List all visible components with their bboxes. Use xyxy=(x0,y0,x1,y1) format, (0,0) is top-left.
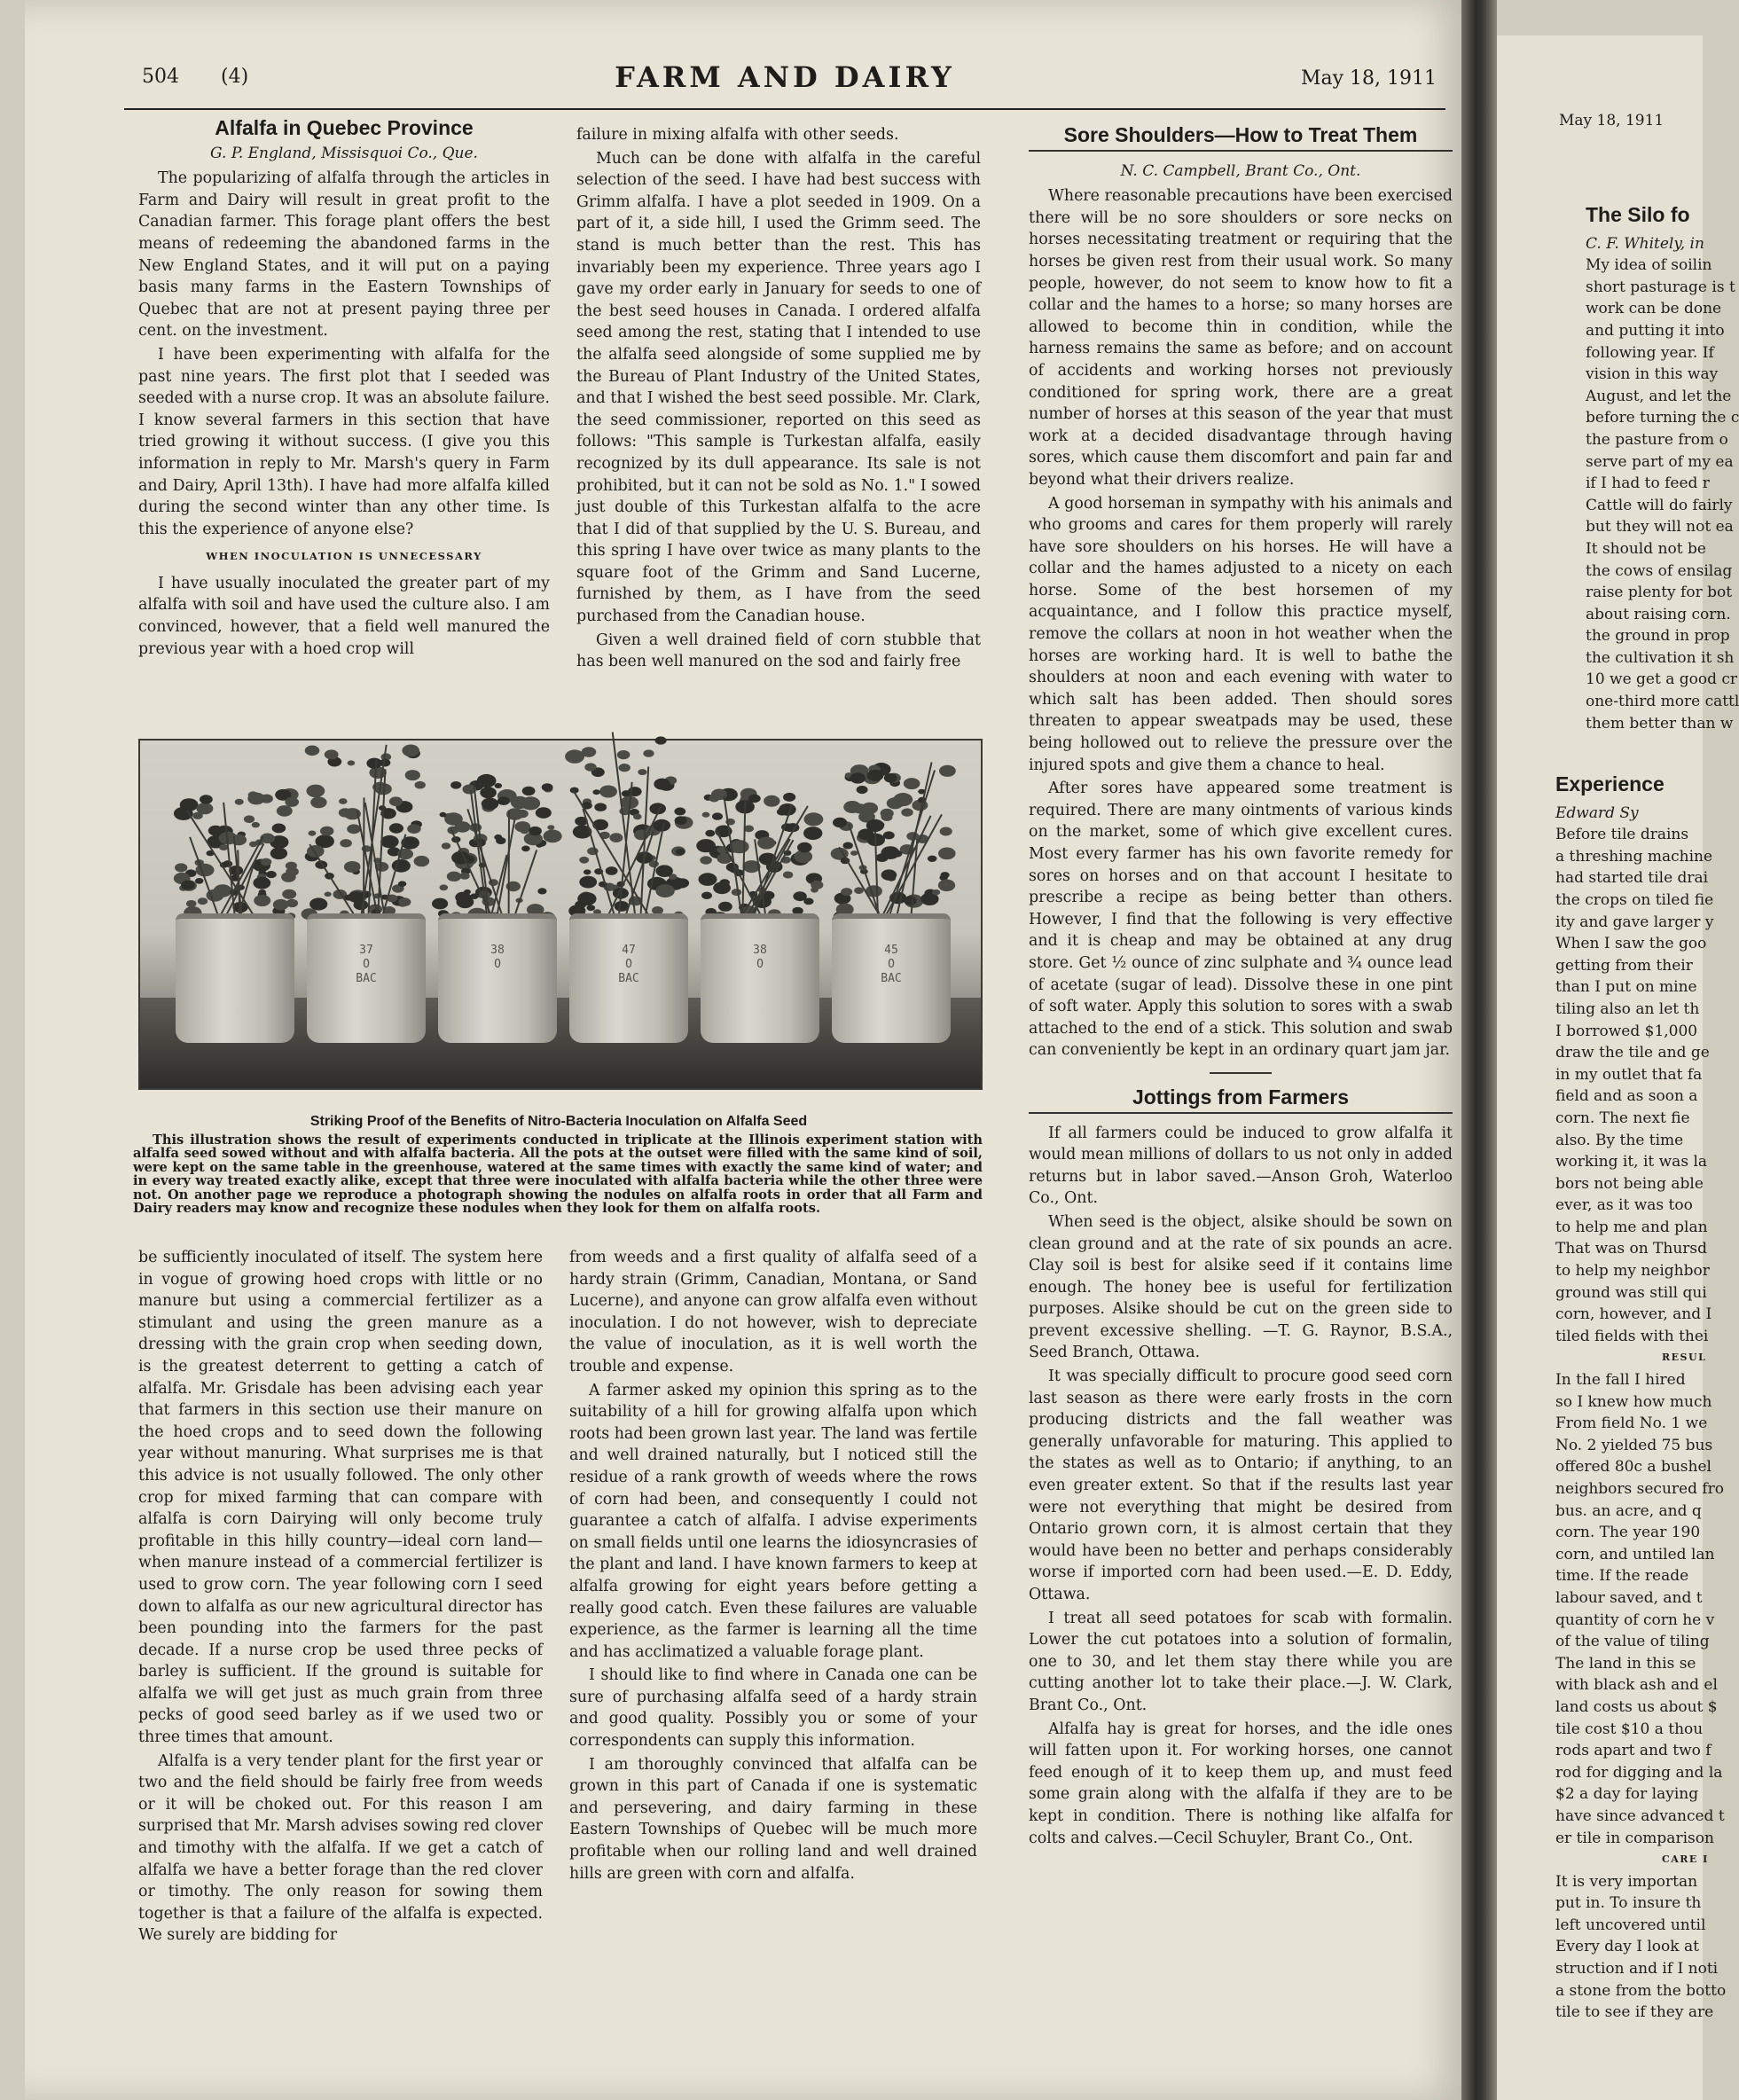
paragraph-group xyxy=(1029,1123,1453,1850)
facing-article-title: The Silo fo xyxy=(1586,203,1690,226)
text-line: to help my neighbor xyxy=(1555,1262,1710,1281)
article-title: Alfalfa in Quebec Province xyxy=(215,116,474,139)
paragraph: from weeds and a first quality of alfalfa seed of a hardy strain (Grimm, Canadian, Montana, or Sand Lucerne), and anyone can grow alfalfa even without inoculation. I do not however, wish to depreciate the value of inoculation, as it is well worth the trouble and expense. xyxy=(569,1249,977,1375)
text-line: of the value of tiling xyxy=(1555,1633,1710,1651)
text-line: corn, and untiled lan xyxy=(1555,1545,1715,1563)
paragraph: Given a well drained field of corn stubble that has been well manured on the sod and fairly free xyxy=(576,631,981,671)
text-line: the crops on tiled fie xyxy=(1555,890,1714,909)
paragraph: When seed is the object, alsike should be sown on clean ground and at the rate of six pounds an acre. Clay soil is best for alsike seed if it contains lime enough. The honey bee is useful for fertilization purposes. Alsike should be cut on the green side to prevent excessive shelling. —T. G. Raynor, B.S.A., Seed Branch, Ottawa. xyxy=(1029,1212,1453,1362)
paragraph: Much can be done with alfalfa in the careful selection of the seed. I have had best success with Grimm alfalfa. I have a plot seeded in 1909. On a part of it, a side hill, I used the Grimm seed. The stand is much better than the rest. This has invariably been my experience. Three years ago I gave my order early in January for seeds to one of the best seed houses in Canada. I ordered alfalfa seed among the rest, stating that I intended to use the alfalfa seed alongside of some supplied me by the Bureau of Plant Industry of the United States, and that I wished the best seed possible. Mr. Clark, the seed commissioner, reported on this seed as follows: "This sample is Turkestan alfalfa, easily recognized by its dull appearance. Its sale is not prohibited, but it can not be sold as No. 1." I sowed just double of this Turkestan alfalfa to the acre that I did of that supplied by the U. S. Bureau, and this spring I have over twice as many plants to the square foot of the Grimm and Sand Lucerne, furnished by them, as I have from the seed purchased from the Canadian house. xyxy=(576,149,981,626)
paragraph: be sufficiently inoculated of itself. The system here in vogue of growing hoed crops with little or no manure but using a commercial fertilizer as a stimulant and using the green manure as a dressing with the grain crop when seeding down, is the greatest deterrent to getting a catch of alfalfa. Mr. Grisdale has been advising each year that farmers in this section use their manure on the hoed crops and to seed down the following year without manuring. What surprises me is that this advice is not usually followed. The only other crop for mixed farming that can compare with alfalfa is corn Dairying will only become truly profitable in this hilly country—ideal corn land—when manure instead of a commercial fertilizer is used to grow corn. The year following corn I seed down to alfalfa as our new agricultural director has been pounding into the farmers for the past decade. If a nurse crop be used three pecks of barley is sufficient. If the ground is suitable for alfalfa we will get just as much grain from three pecks of good seed barley as if we used two or three times that amount. xyxy=(138,1249,543,1747)
text-line: also. By the time xyxy=(1555,1131,1684,1149)
text-line: The land in this se xyxy=(1555,1654,1696,1673)
culture-pot xyxy=(701,913,819,1043)
facing-page-date: May 18, 1911 xyxy=(1559,112,1665,129)
pot-label: 47 O BAC xyxy=(618,944,639,985)
text-line: CARE I xyxy=(1662,1853,1709,1866)
facing-page-bottom-text xyxy=(1555,761,1726,2024)
paragraph-group xyxy=(569,1247,977,1885)
text-line: That was on Thursd xyxy=(1555,1240,1708,1258)
pot-label: 37 O BAC xyxy=(356,944,377,985)
text-line: than I put on mine xyxy=(1555,978,1697,997)
text-line: I borrowed $1,000 xyxy=(1555,1022,1698,1040)
article-byline: G. P. England, Missisquoi Co., Que. xyxy=(210,144,478,162)
text-line: rods apart and two f xyxy=(1555,1742,1712,1760)
alfalfa-plant xyxy=(291,740,442,918)
alfalfa-plant xyxy=(816,758,967,918)
figure-caption-title: Striking Proof of the Benefits of Nitro-Bacteria Inoculation on Alfalfa Seed xyxy=(309,1114,808,1129)
text-line: My idea of soilin xyxy=(1586,256,1712,275)
alfalfa-plant xyxy=(553,732,704,918)
text-line: field and as soon a xyxy=(1555,1087,1698,1106)
text-line: When I saw the goo xyxy=(1555,935,1707,953)
text-line: vision in this way xyxy=(1586,365,1719,384)
text-line: RESUL xyxy=(1662,1352,1707,1364)
text-line: struction and if I noti xyxy=(1555,1960,1719,1979)
paragraph: Alfalfa hay is great for horses, and the idle ones will fatten upon it. For working horses, one cannot feed enough of it to keep them up, and must feed some grain along with the alfalfa if they are to be kept in condition. There is nothing like alfalfa for colts and calves.—Cecil Schuyler, Brant Co., Ont. xyxy=(1029,1720,1453,1847)
text-line: It should not be xyxy=(1586,539,1706,558)
paragraph: If all farmers could be induced to grow alfalfa it would mean millions of dollars to us not only in added returns but in labor saved.—Anson Groh, Waterloo Co., Ont. xyxy=(1029,1124,1453,1208)
alfalfa-plant xyxy=(685,785,835,918)
sore-shoulders-byline: N. C. Campbell, Brant Co., Ont. xyxy=(1120,161,1361,180)
section-divider xyxy=(1210,1072,1272,1074)
text-line: following year. If xyxy=(1586,343,1714,362)
text-line: tiling also an let th xyxy=(1555,999,1700,1018)
paragraph: Alfalfa is a very tender plant for the first year or two and the field should be fairly free from weeds or it will be choked out. For this reason I am surprised that Mr. Marsh advises sowing red clover and timothy with the alfalfa. If we get a catch of alfalfa we have a better forage than the red clover or timothy. The only reason for sowing them together is that a failure of the alfalfa is expected. We surely are bidding for xyxy=(138,1751,543,1945)
text-line: er tile in comparison xyxy=(1555,1829,1714,1847)
paragraph: I should like to find where in Canada one can be sure of purchasing alfalfa seed of a hardy strain and good quality. Possibly you or some of your correspondents can supply this information. xyxy=(569,1666,977,1751)
text-line: to help me and plan xyxy=(1555,1218,1708,1236)
text-line: working it, it was la xyxy=(1555,1153,1708,1171)
paragraph: Where reasonable precautions have been exercised there will be no sore shoulders or sore necks on horses necessitating treatment or requiring that the horses be given rest from their usual work. So many people, however, do not seem to know how to fit a collar and the hames to a horse; so many horses are allowed to become thin in condition, while the harness remains the same as before; and on account of accidents and working horses not previously conditioned for spring work, there are a great number of horses at this season of the year that must work at a decided disadvantage through having sores, which cause them discomfort and pain far and beyond what their drivers realize. xyxy=(1029,187,1453,489)
text-line: bus. an acre, and q xyxy=(1555,1501,1702,1520)
column-2-bottom xyxy=(569,1247,977,1921)
text-line: It is very importan xyxy=(1555,1872,1698,1891)
text-line: land costs us about $ xyxy=(1555,1697,1718,1716)
text-line: neighbors secured fro xyxy=(1555,1480,1725,1498)
facing-page xyxy=(1497,35,1739,2100)
sore-shoulders-title: Sore Shoulders—How to Treat Them xyxy=(1063,123,1418,146)
text-line: draw the tile and ge xyxy=(1555,1044,1710,1062)
paragraph: failure in mixing alfalfa with other seeds. xyxy=(576,126,899,144)
text-line: left uncovered until xyxy=(1555,1916,1706,1934)
text-line: bors not being able xyxy=(1555,1174,1704,1193)
text-line: corn. The next fie xyxy=(1555,1109,1690,1127)
page-gutter xyxy=(1461,0,1497,2100)
paragraph: A good horseman in sympathy with his animals and who grooms and cares for them properly will rarely have sore shoulders on his horses. He will have a collar and the hames adjusted to a nicety on each horse. Some of the best horsemen of my acquaintance, and I follow this practice myself, remove the collars at noon in hot weather when the horses are working hard. It is well to bathe the shoulders at noon and each evening with water to which salt has been added. Then should sores threaten to appear sweatpads may be used, these being hollowed out to relieve the pressure over the injured spots and give them a chance to heal. xyxy=(1029,494,1453,774)
page-header xyxy=(124,55,1445,110)
jottings-title: Jottings from Farmers xyxy=(1132,1085,1350,1109)
text-line: if I had to feed r xyxy=(1586,474,1710,493)
text-line: In the fall I hired xyxy=(1555,1371,1686,1390)
photo-alfalfa-pots xyxy=(138,739,983,1090)
column-2-top xyxy=(576,124,981,709)
figure-caption xyxy=(133,1133,983,1215)
figure-caption-text: This illustration shows the result of experiments conducted in triplicate at the Illinois experiment station with alfalfa seed sowed without and with alfalfa bacteria. All the pots at the outset were filled with the same kind of soil, were kept on the same table in the greenhouse, watered at the same times with exactly the same kind of water; and in every way treated exactly alike, except that three were inoculated with alfalfa bacteria while the other three were not. On another page we reproduce a photograph showing the nodules on alfalfa roots in order that all Farm and Dairy readers may know and recognize these nodules when they look for them on alfalfa roots. xyxy=(133,1132,983,1217)
text-line: the cows of ensilag xyxy=(1586,561,1733,580)
text-line: Edward Sy xyxy=(1555,803,1639,822)
culture-pot xyxy=(569,913,688,1043)
masthead-title: FARM AND DAIRY xyxy=(615,60,955,94)
paragraph-group xyxy=(138,1247,543,1947)
text-line: have since advanced t xyxy=(1555,1806,1725,1825)
text-line: Every day I look at xyxy=(1555,1938,1699,1956)
text-line: Cattle will do fairly xyxy=(1586,496,1733,514)
text-line: labour saved, and t xyxy=(1555,1588,1703,1607)
paragraph: The popularizing of alfalfa through the articles in Farm and Dairy will result in great profit to the Canadian farmer. This forage plant offers the best means of redeeming the abandoned farms in the New England States, and it will put on a paying basis many farms in the Eastern Townships of Quebec that are not at present paying three per cent. on the investment. xyxy=(138,169,550,341)
text-line: offered 80c a bushel xyxy=(1555,1458,1712,1477)
text-line: the ground in prop xyxy=(1586,627,1730,646)
text-line: quantity of corn he v xyxy=(1555,1610,1715,1629)
text-line: rod for digging and la xyxy=(1555,1763,1723,1782)
culture-pot xyxy=(832,913,951,1043)
text-line: the cultivation it sh xyxy=(1586,648,1735,667)
paragraph: I am thoroughly convinced that alfalfa can be grown in this part of Canada if one is systematic and persevering, and dairy farming in these Eastern Townships of Quebec will be much more profitable when our rolling land and well drained hills are green with corn and alfalfa. xyxy=(569,1755,977,1883)
text-line: a stone from the botto xyxy=(1555,1981,1727,2000)
pot-label: 38 O xyxy=(753,944,767,971)
text-line: No. 2 yielded 75 bus xyxy=(1555,1436,1713,1454)
text-line: tile cost $10 a thou xyxy=(1555,1720,1704,1738)
culture-pot xyxy=(176,913,294,1043)
text-line: time. If the reade xyxy=(1555,1567,1689,1586)
paragraph: A farmer asked my opinion this spring as to the suitability of a hill for growing alfalfa upon which roots had been grown last year. The land was fertile and well drained naturally, but I noticed still the residue of a rank growth of weeds where the rows of corn had been, and consequently I could not guarantee a catch of alfalfa. I advise experiments on small fields until one learns the idiosyncrasies of the plant and land. I have known farmers to keep at alfalfa growing for eight years before getting a really good catch. Even these failures are valuable experience, as the farmer is learning all the time and has acclimatized a valuable forage plant. xyxy=(569,1381,977,1661)
text-line: had started tile drai xyxy=(1555,869,1709,888)
issue-date: May 18, 1911 xyxy=(1300,67,1437,90)
text-line: one-third more cattl xyxy=(1586,693,1739,711)
text-line: ever, as it was too xyxy=(1555,1196,1693,1215)
text-line: tile to see if they are xyxy=(1555,2003,1714,2022)
text-line: corn. The year 190 xyxy=(1555,1524,1701,1542)
text-line: work can be done xyxy=(1586,300,1722,318)
page-number: 504 xyxy=(142,66,179,88)
text-line: getting from their xyxy=(1555,956,1693,975)
section-number: (4) xyxy=(221,66,249,88)
text-line: and putting it into xyxy=(1586,321,1725,340)
text-line: C. F. Whitely, in xyxy=(1586,234,1704,253)
text-line: before turning the c xyxy=(1586,409,1739,427)
pot-label: 45 O BAC xyxy=(881,944,902,985)
text-line: in my outlet that fa xyxy=(1555,1065,1703,1084)
text-line: August, and let the xyxy=(1586,387,1732,405)
paragraph-group xyxy=(576,124,981,673)
column-1-bottom xyxy=(138,1247,543,1945)
facing-page-top-text xyxy=(1586,192,1739,734)
text-line: raise plenty for bot xyxy=(1586,584,1733,602)
facing-article-title: Experience xyxy=(1555,772,1665,795)
paragraph-group xyxy=(1029,185,1453,1062)
paragraph-group xyxy=(138,168,550,540)
text-line: ity and gave larger y xyxy=(1555,913,1714,931)
text-line: ground was still qui xyxy=(1555,1283,1707,1302)
title-rule xyxy=(1029,1112,1453,1114)
text-line: serve part of my ea xyxy=(1586,452,1734,471)
culture-pot xyxy=(307,913,426,1043)
text-line: From field No. 1 we xyxy=(1555,1414,1708,1433)
paragraph: After sores have appeared some treatment is required. There are many ointments of various kinds on the market, some of which give excellent cures. Most every farmer has his own favorite remedy for sores on horses and on that account I hesitate to prescribe a recipe as being better than others. However, I find that the following is very effective and it is cheap and may be obtained at any drug store. Get ½ ounce of zinc sulphate and ¾ ounce lead of acetate (sugar of lead). Dissolve these in one pint of soft water. Apply this solution to sores with a swab attached to the end of a stick. This solution and swab can conveniently be kept in an ordinary quart jam jar. xyxy=(1029,780,1453,1060)
text-line: about raising corn. xyxy=(1586,605,1731,623)
text-line: but they will not ea xyxy=(1586,518,1734,537)
text-line: them better than w xyxy=(1586,714,1734,733)
culture-pot xyxy=(438,913,557,1043)
text-line: Before tile drains xyxy=(1555,826,1689,844)
text-line: short pasturage is t xyxy=(1586,278,1735,296)
paragraph: I have usually inoculated the greater part of my alfalfa with soil and have used the culture also. I am convinced, however, that a field well manured the previous year with a hoed crop will xyxy=(138,574,550,658)
paragraph: It was specially difficult to procure good seed corn last season as there were early frosts in the corn producing districts and the fall weather was generally unfavorable for maturing. This applied to the states as well as to Ontario; if anything, to an even greater extent. So that if the results last year were not everything that might be desired from Ontario grown corn, it is almost certain that they would have been no better and perhaps considerably worse if imported corn had been used.—E. D. Eddy, Ottawa. xyxy=(1029,1367,1453,1603)
text-line: the pasture from o xyxy=(1586,430,1728,449)
text-line: a threshing machine xyxy=(1555,847,1713,866)
column-3 xyxy=(1029,124,1453,1933)
alfalfa-plant xyxy=(160,785,310,918)
text-line: 10 we get a good cr xyxy=(1586,670,1738,689)
paragraph-group xyxy=(138,573,550,660)
text-line: tiled fields with thei xyxy=(1555,1327,1709,1345)
paragraph: I treat all seed potatoes for scab with formalin. Lower the cut potatoes into a solution of formalin, one to 30, and let them stay there while you are cutting another lot to take their place.—J. W. Clark, Brant Co., Ont. xyxy=(1029,1609,1453,1714)
text-line: $2 a day for laying xyxy=(1555,1785,1699,1804)
text-line: corn, however, and I xyxy=(1555,1305,1712,1324)
title-rule xyxy=(1029,150,1453,152)
text-line: so I knew how much xyxy=(1555,1392,1712,1411)
pot-label: 38 O xyxy=(490,944,505,971)
text-line: with black ash and el xyxy=(1555,1676,1718,1695)
section-subhead: WHEN INOCULATION IS UNNECESSARY xyxy=(206,550,482,563)
alfalfa-plant xyxy=(422,772,573,918)
paragraph: I have been experimenting with alfalfa for the past nine years. The first plot that I seeded was seeded with a nurse crop. It was an absolute failure. I know several farmers in this section that have tried growing it without success. (I give you this information in reply to Mr. Marsh's query in Farm and Dairy, April 13th). I have had more alfalfa killed during the second winter than any other time. Is this the experience of anyone else? xyxy=(138,345,550,538)
column-1-top xyxy=(138,117,550,711)
text-line: put in. To insure th xyxy=(1555,1894,1702,1913)
